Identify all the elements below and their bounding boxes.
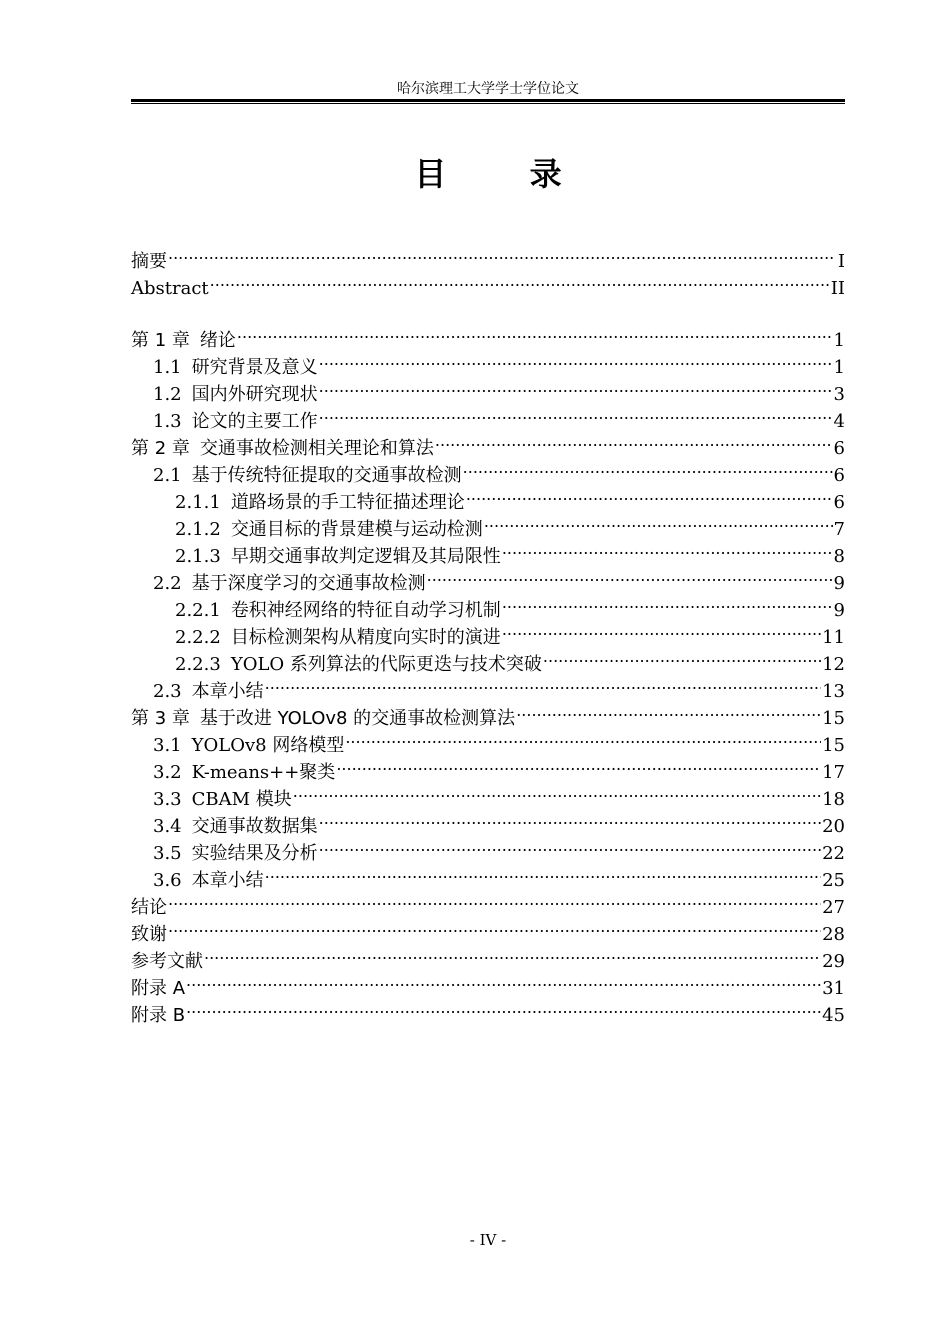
toc-entry-label: Abstract <box>131 278 209 299</box>
toc-entry-number: 2.2.2 <box>175 627 221 648</box>
toc-entry-label: 基于改进 YOLOv8 的交通事故检测算法 <box>199 708 516 729</box>
toc-dot-leader <box>265 670 821 697</box>
toc-dot-leader <box>204 940 821 967</box>
toc-entry-number: 2.2.3 <box>175 654 221 675</box>
toc-entry-page: 6 <box>833 465 845 486</box>
toc-entry-page: 45 <box>822 1005 845 1026</box>
toc-entry[interactable] <box>131 886 845 918</box>
toc-entry[interactable] <box>131 967 845 999</box>
toc-entry-label: 参考文献 <box>131 951 203 972</box>
toc-dot-leader <box>168 240 834 267</box>
toc-entry-page: 3 <box>833 384 845 405</box>
toc-entry-page: 1 <box>833 357 845 378</box>
toc-entry-number: 3.1 <box>153 735 182 756</box>
toc-entry-number: 3.5 <box>153 843 182 864</box>
toc-dot-leader <box>484 508 833 535</box>
toc-dot-leader <box>336 751 821 778</box>
toc-entry[interactable] <box>131 913 845 945</box>
toc-entry-number: 2.2 <box>153 573 182 594</box>
toc-entry-number: 3.2 <box>153 762 182 783</box>
toc-entry-number: 3.4 <box>153 816 182 837</box>
toc-entry-label: 交通事故检测相关理论和算法 <box>199 438 434 459</box>
toc-dot-leader <box>502 535 833 562</box>
toc-entry-page: 27 <box>822 897 845 918</box>
header-rule-thin <box>131 103 845 104</box>
toc-entry-label: 附录 A <box>131 978 186 999</box>
toc-entry-page: 9 <box>833 600 845 621</box>
toc-entry-page: I <box>837 251 845 272</box>
toc-dot-leader <box>319 400 833 427</box>
toc-entry-label: 实验结果及分析 <box>191 843 318 864</box>
toc-entry-label: 摘要 <box>131 251 167 272</box>
running-header: 哈尔滨理工大学学士学位论文 <box>397 81 579 97</box>
toc-entry-label: 目标检测架构从精度向实时的演进 <box>230 627 501 648</box>
toc-entry-label: 基于传统特征提取的交通事故检测 <box>191 465 462 486</box>
toc-entry-number: 第 2 章 <box>131 438 190 459</box>
toc-dot-leader <box>186 994 821 1021</box>
toc-entry-number: 第 3 章 <box>131 708 190 729</box>
toc-entry-page: 25 <box>822 870 845 891</box>
toc-dot-leader <box>319 832 821 859</box>
toc-entry-label: 国内外研究现状 <box>191 384 318 405</box>
toc-entry-page: 20 <box>822 816 845 837</box>
toc-entry-label: 交通目标的背景建模与运动检测 <box>230 519 483 540</box>
toc-entry-number: 2.1.1 <box>175 492 221 513</box>
toc-entry-page: 31 <box>822 978 845 999</box>
toc-entry-number: 2.1.3 <box>175 546 221 567</box>
toc-entry-page: 28 <box>822 924 845 945</box>
toc-entry-number: 2.1.2 <box>175 519 221 540</box>
toc-entry-page: 11 <box>822 627 845 648</box>
toc-entry[interactable] <box>131 940 845 972</box>
toc-entry[interactable] <box>131 240 845 272</box>
toc-dot-leader <box>502 589 833 616</box>
toc-entry-page: 8 <box>833 546 845 567</box>
header-rule-thick <box>131 99 845 102</box>
toc-entry-page: II <box>830 278 845 299</box>
toc-dot-leader <box>463 454 833 481</box>
toc-dot-leader <box>502 616 821 643</box>
toc-entry-number: 1.2 <box>153 384 182 405</box>
toc-entry-number: 第 1 章 <box>131 330 190 351</box>
toc-entry-page: 7 <box>833 519 845 540</box>
toc-dot-leader <box>210 267 830 294</box>
toc-dot-leader <box>345 724 821 751</box>
toc-dot-leader <box>427 562 833 589</box>
toc-entry-number: 1.1 <box>153 357 182 378</box>
toc-entry-page: 15 <box>822 708 845 729</box>
toc-dot-leader <box>168 886 821 913</box>
toc-dot-leader <box>466 481 833 508</box>
toc-entry[interactable] <box>131 267 845 299</box>
toc-entry-label: 本章小结 <box>191 870 264 891</box>
toc-entry-label: 附录 B <box>131 1005 186 1026</box>
toc-entry-page: 29 <box>822 951 845 972</box>
toc-entry-label: 本章小结 <box>191 681 264 702</box>
toc-entry-label: 交通事故数据集 <box>191 816 318 837</box>
table-of-contents <box>131 240 845 1026</box>
toc-entry-page: 15 <box>822 735 845 756</box>
toc-entry-number: 1.3 <box>153 411 182 432</box>
toc-entry-label: YOLOv8 网络模型 <box>191 735 345 756</box>
toc-dot-leader <box>319 373 833 400</box>
toc-dot-leader <box>293 778 821 805</box>
toc-dot-leader <box>168 913 821 940</box>
toc-entry-number: 2.3 <box>153 681 182 702</box>
toc-entry-number: 3.6 <box>153 870 182 891</box>
toc-entry-page: 17 <box>822 762 845 783</box>
toc-entry-label: 结论 <box>131 897 167 918</box>
toc-entry-label: CBAM 模块 <box>191 789 292 810</box>
toc-dot-leader <box>237 319 833 346</box>
header-rule <box>131 99 845 104</box>
toc-entry-number: 2.1 <box>153 465 182 486</box>
toc-entry[interactable] <box>131 346 845 378</box>
toc-entry-page: 6 <box>833 492 845 513</box>
toc-entry-page: 4 <box>833 411 845 432</box>
toc-entry-label: 早期交通事故判定逻辑及其局限性 <box>230 546 501 567</box>
toc-entry-page: 18 <box>822 789 845 810</box>
toc-entry[interactable] <box>131 319 845 351</box>
toc-dot-leader <box>265 859 821 886</box>
page-number: - IV - <box>469 1231 507 1249</box>
toc-entry-page: 6 <box>833 438 845 459</box>
toc-entry-label: 道路场景的手工特征描述理论 <box>230 492 465 513</box>
toc-entry-page: 13 <box>822 681 845 702</box>
toc-entry-label: 基于深度学习的交通事故检测 <box>191 573 426 594</box>
toc-entry-number: 3.3 <box>153 789 182 810</box>
toc-entry-page: 9 <box>833 573 845 594</box>
toc-entry-label: 绪论 <box>199 330 236 351</box>
toc-entry-page: 12 <box>822 654 845 675</box>
toc-entry-number: 2.2.1 <box>175 600 221 621</box>
toc-entry-label: 论文的主要工作 <box>191 411 318 432</box>
toc-dot-leader <box>319 805 821 832</box>
toc-entry-label: YOLO 系列算法的代际更迭与技术突破 <box>230 654 542 675</box>
toc-entry-label: 研究背景及意义 <box>191 357 318 378</box>
page-title: 目 录 <box>414 155 598 193</box>
toc-entry-label: 卷积神经网络的特征自动学习机制 <box>230 600 501 621</box>
toc-entry-label: K-means++聚类 <box>191 762 336 783</box>
toc-dot-leader <box>435 427 833 454</box>
toc-entry-label: 致谢 <box>131 924 167 945</box>
toc-dot-leader <box>186 967 821 994</box>
toc-entry[interactable] <box>131 994 845 1026</box>
toc-dot-leader <box>543 643 821 670</box>
toc-dot-leader <box>516 697 821 724</box>
toc-entry-page: 22 <box>822 843 845 864</box>
toc-dot-leader <box>319 346 833 373</box>
toc-entry-page: 1 <box>833 330 845 351</box>
